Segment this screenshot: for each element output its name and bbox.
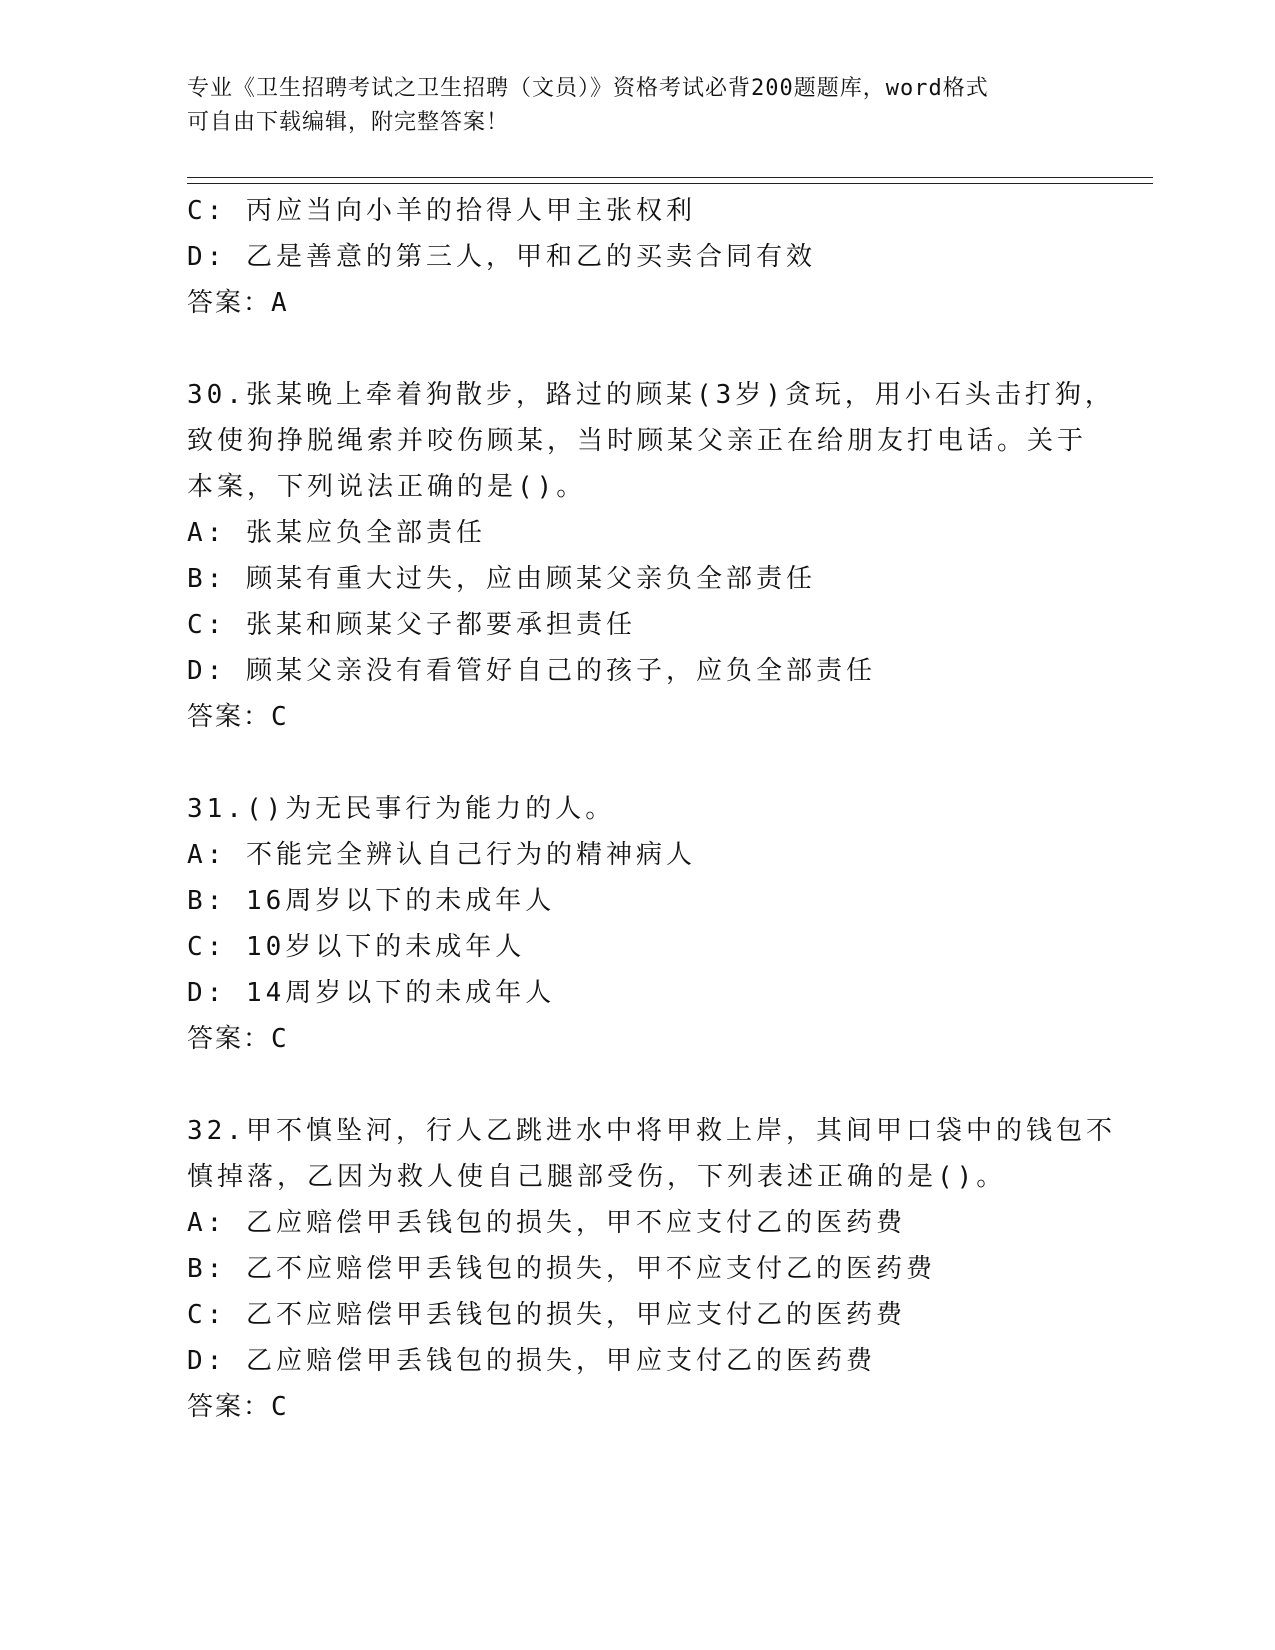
question-stem-line: 本案，下列说法正确的是()。: [187, 472, 587, 502]
option-c: C: 乙不应赔偿甲丢钱包的损失，甲应支付乙的医药费: [187, 1300, 906, 1330]
spacer: [187, 1062, 1147, 1108]
option-b: B: 乙不应赔偿甲丢钱包的损失，甲不应支付乙的医药费: [187, 1254, 936, 1284]
answer-value: A: [271, 288, 287, 318]
answer-label: 答案：: [187, 702, 272, 732]
option-d: D: 乙是善意的第三人，甲和乙的买卖合同有效: [187, 242, 816, 272]
spacer: [187, 740, 1147, 786]
option-d: D: 乙应赔偿甲丢钱包的损失，甲应支付乙的医药费: [187, 1346, 876, 1376]
option-d: D: 14周岁以下的未成年人: [187, 978, 556, 1008]
spacer: [187, 326, 1147, 372]
answer-line: [187, 280, 1147, 326]
question-stem-line: 30.张某晚上牵着狗散步，路过的顾某(3岁)贪玩，用小石头击打狗，: [187, 380, 1115, 410]
answer-label: 答案：: [187, 1392, 272, 1422]
option-a: A: 不能完全辨认自己行为的精神病人: [187, 840, 696, 870]
header-line-2: 可自由下载编辑，附完整答案！: [187, 110, 510, 135]
question-31: [187, 786, 1147, 1062]
answer-line: [187, 1384, 1147, 1430]
document-body: [187, 188, 1147, 1430]
option-c: C: 张某和顾某父子都要承担责任: [187, 610, 636, 640]
document-header: [187, 72, 1087, 140]
question-stem-line: 慎掉落，乙因为救人使自己腿部受伤，下列表述正确的是()。: [187, 1162, 1007, 1192]
answer-label: 答案：: [187, 288, 272, 318]
answer-line: [187, 694, 1147, 740]
option-a: A: 乙应赔偿甲丢钱包的损失，甲不应支付乙的医药费: [187, 1208, 906, 1238]
option-c: C: 10岁以下的未成年人: [187, 932, 526, 962]
question-stem-line: 31.()为无民事行为能力的人。: [187, 794, 616, 824]
prev-question-block: [187, 188, 1147, 326]
answer-value: C: [271, 702, 287, 732]
option-b: B: 顾某有重大过失，应由顾某父亲负全部责任: [187, 564, 816, 594]
header-divider-bottom: [187, 183, 1153, 184]
answer-label: 答案：: [187, 1024, 272, 1054]
question-30: [187, 372, 1147, 740]
question-32: [187, 1108, 1147, 1430]
option-a: A: 张某应负全部责任: [187, 518, 486, 548]
answer-value: C: [271, 1392, 287, 1422]
option-b: B: 16周岁以下的未成年人: [187, 886, 556, 916]
header-line-1: 专业《卫生招聘考试之卫生招聘（文员）》资格考试必背200题题库，word格式: [187, 76, 989, 101]
header-divider-top: [187, 177, 1153, 178]
option-c: C: 丙应当向小羊的拾得人甲主张权利: [187, 196, 696, 226]
question-stem-line: 32.甲不慎坠河，行人乙跳进水中将甲救上岸，其间甲口袋中的钱包不: [187, 1116, 1116, 1146]
question-stem-line: 致使狗挣脱绳索并咬伤顾某，当时顾某父亲正在给朋友打电话。关于: [187, 426, 1088, 456]
answer-line: [187, 1016, 1147, 1062]
option-d: D: 顾某父亲没有看管好自己的孩子，应负全部责任: [187, 656, 876, 686]
answer-value: C: [271, 1024, 287, 1054]
